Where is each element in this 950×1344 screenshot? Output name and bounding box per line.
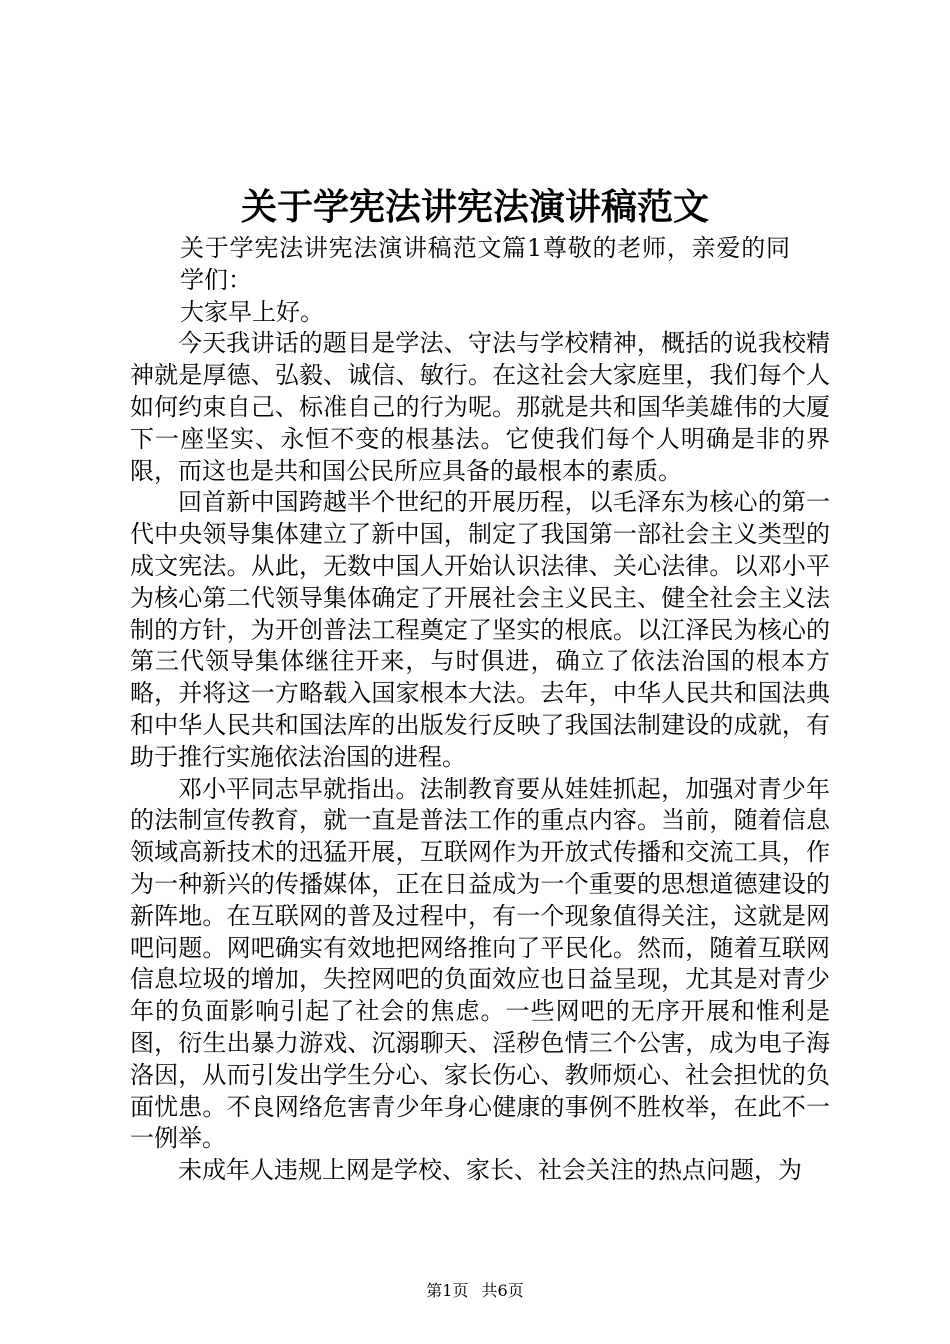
paragraph: 今天我讲话的题目是学法、守法与学校精神，概括的说我校精神就是厚德、弘毅、诚信、敏行。在这社会大家庭里，我们每个人如何约束自己、标准自己的行为呢。那就是共和国华美雄伟的大厦下一座坚实、永恒不变的根基法。它使我们每个人明确是非的界限，而这也是共和国公民所应具备的最根本的素质。	[130, 329, 830, 485]
page-number: 第1页	[426, 1281, 469, 1300]
paragraph: 回首新中国跨越半个世纪的开展历程，以毛泽东为核心的第一代中央领导集体建立了新中国，制定了我国第一部社会主义类型的成文宪法。从此，无数中国人开始认识法律、关心法律。以邓小平为核心第二代领导集体确定了开展社会主义民主、健全社会主义法制的方针，为开创普法工程奠定了坚实的根底。以江泽民为核心的第三代领导集体继往开来，与时俱进，确立了依法治国的根本方略，并将这一方略载入国家根本大法。去年，中华人民共和国法典和中华人民共和国法库的出版发行反映了我国法制建设的成就，有助于推行实施依法治国的进程。	[130, 488, 830, 771]
paragraph-intro: 关于学宪法讲宪法演讲稿范文篇1尊敬的老师，亲爱的同学们：	[180, 234, 790, 294]
document-body	[130, 233, 830, 1187]
paragraph: 未成年人违规上网是学校、家长、社会关注的热点问题，为	[178, 1156, 802, 1185]
page-total: 共6页	[481, 1281, 524, 1300]
document-title: 关于学宪法讲宪法演讲稿范文	[240, 186, 709, 228]
paragraph: 邓小平同志早就指出。法制教育要从娃娃抓起，加强对青少年的法制宣传教育，就一直是普法工作的重点内容。当前，随着信息领域高新技术的迅猛开展，互联网作为开放式传播和交流工具，作为一种新兴的传播媒体，正在日益成为一个重要的思想道德建设的新阵地。在互联网的普及过程中，有一个现象值得关注，这就是网吧问题。网吧确实有效地把网络推向了平民化。然而，随着互联网信息垃圾的增加，失控网吧的负面效应也日益呈现，尤其是对青少年的负面影响引起了社会的焦虑。一些网吧的无序开展和惟利是图，衍生出暴力游戏、沉溺聊天、淫秽色情三个公害，成为电子海洛因，从而引发出学生分心、家长伤心、教师烦心、社会担忧的负面忧患。不良网络危害青少年身心健康的事例不胜枚举，在此不一一例举。	[130, 774, 830, 1153]
page-footer	[0, 1280, 950, 1302]
paragraph-greeting: 大家早上好。	[180, 297, 324, 326]
